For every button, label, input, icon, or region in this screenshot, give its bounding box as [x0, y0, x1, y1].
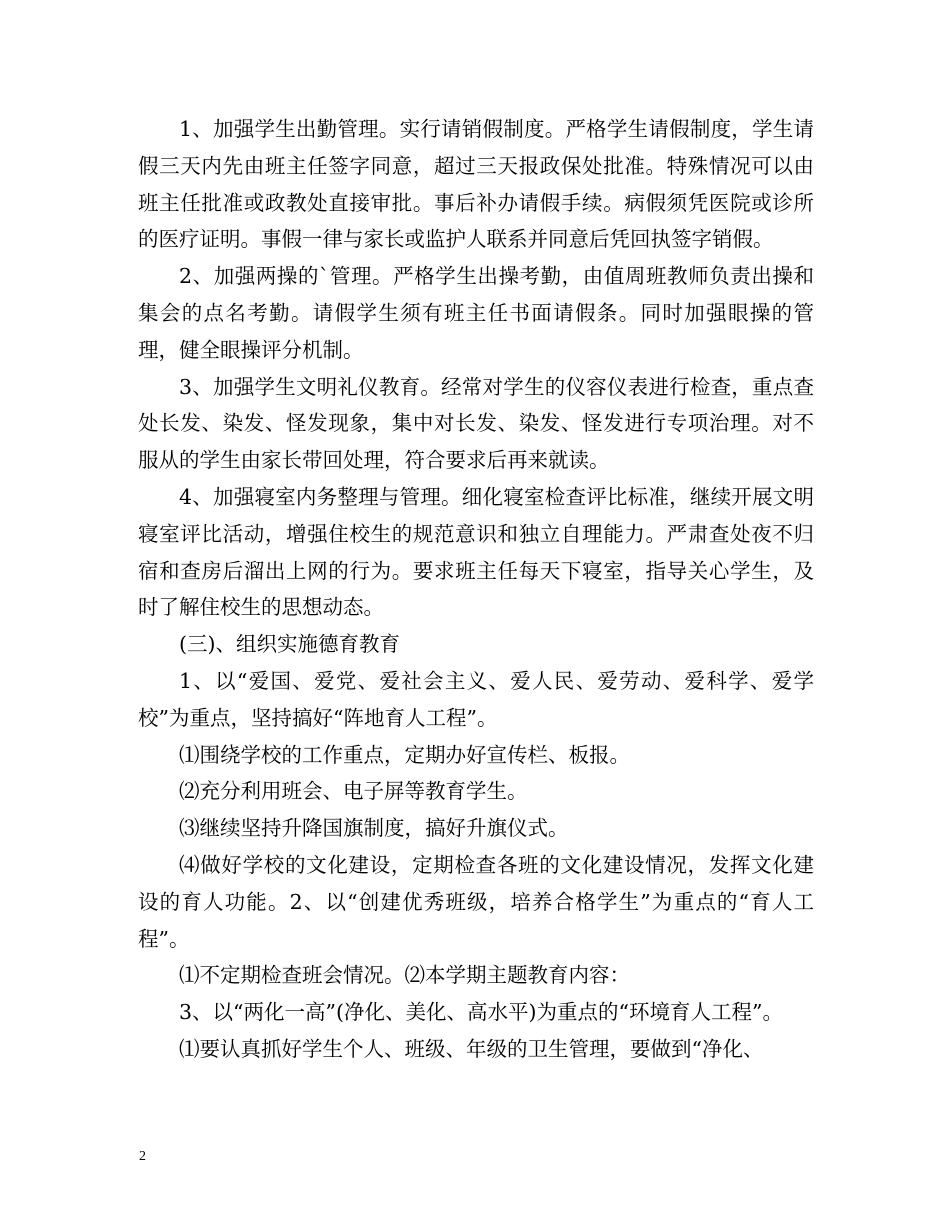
- list-item-culture-building: ⑷做好学校的文化建设，定期检查各班的文化建设情况，发挥文化建设的育人功能。2、以“创建优秀班级，培养合格学生”为重点的“育人工程”。: [138, 852, 814, 951]
- paragraph-environment: 3、以“两化一高”(净化、美化、高水平)为重点的“环境育人工程”。: [179, 1000, 783, 1025]
- paragraph-exercises: 2、加强两操的`管理。严格学生出操考勤，由值周班教师负责出操和集会的点名考勤。请假学生须有班主任书面请假条。同时加强眼操的管理，健全眼操评分机制。: [138, 264, 814, 362]
- document-body: [138, 111, 814, 1068]
- list-item-class-meeting: ⑵充分利用班会、电子屏等教育学生。: [179, 779, 528, 804]
- paragraph-patriotism: 1、以“爱国、爱党、爱社会主义、爱人民、爱劳动、爱科学、爱学校”为重点，坚持搞好“阵地育人工程”。: [138, 668, 814, 730]
- list-item-hygiene: ⑴要认真抓好学生个人、班级、年级的卫生管理，要做到“净化、: [179, 1036, 764, 1061]
- paragraph-etiquette: 3、加强学生文明礼仪教育。经常对学生的仪容仪表进行检查，重点查处长发、染发、怪发现象，集中对长发、染发、怪发进行专项治理。对不服从的学生由家长带回处理，符合要求后再来就读。: [138, 374, 814, 473]
- list-item-class-check: ⑴不定期检查班会情况。⑵本学期主题教育内容：: [179, 963, 630, 988]
- paragraph-attendance: 1、加强学生出勤管理。实行请销假制度。严格学生请假制度，学生请假三天内先由班主任签字同意，超过三天报政保处批准。特殊情况可以由班主任批准或政教处直接审批。事后补办请假手续。病假须凭医院或诊所的医疗证明。事假一律与家长或监护人联系并同意后凭回执签字销假。: [138, 117, 814, 252]
- section-heading-moral-education: (三)、组织实施德育教育: [179, 632, 400, 657]
- page-number: 2: [139, 1149, 146, 1164]
- list-item-flag-ceremony: ⑶继续坚持升降国旗制度，搞好升旗仪式。: [179, 816, 569, 841]
- list-item-bulletin: ⑴围绕学校的工作重点，定期办好宣传栏、板报。: [179, 742, 630, 767]
- paragraph-dormitory: 4、加强寝室内务整理与管理。细化寝室检查评比标准，继续开展文明寝室评比活动，增强住校生的规范意识和独立自理能力。严肃查处夜不归宿和查房后溜出上网的行为。要求班主任每天下寝室，指导关心学生，及时了解住校生的思想动态。: [138, 484, 814, 620]
